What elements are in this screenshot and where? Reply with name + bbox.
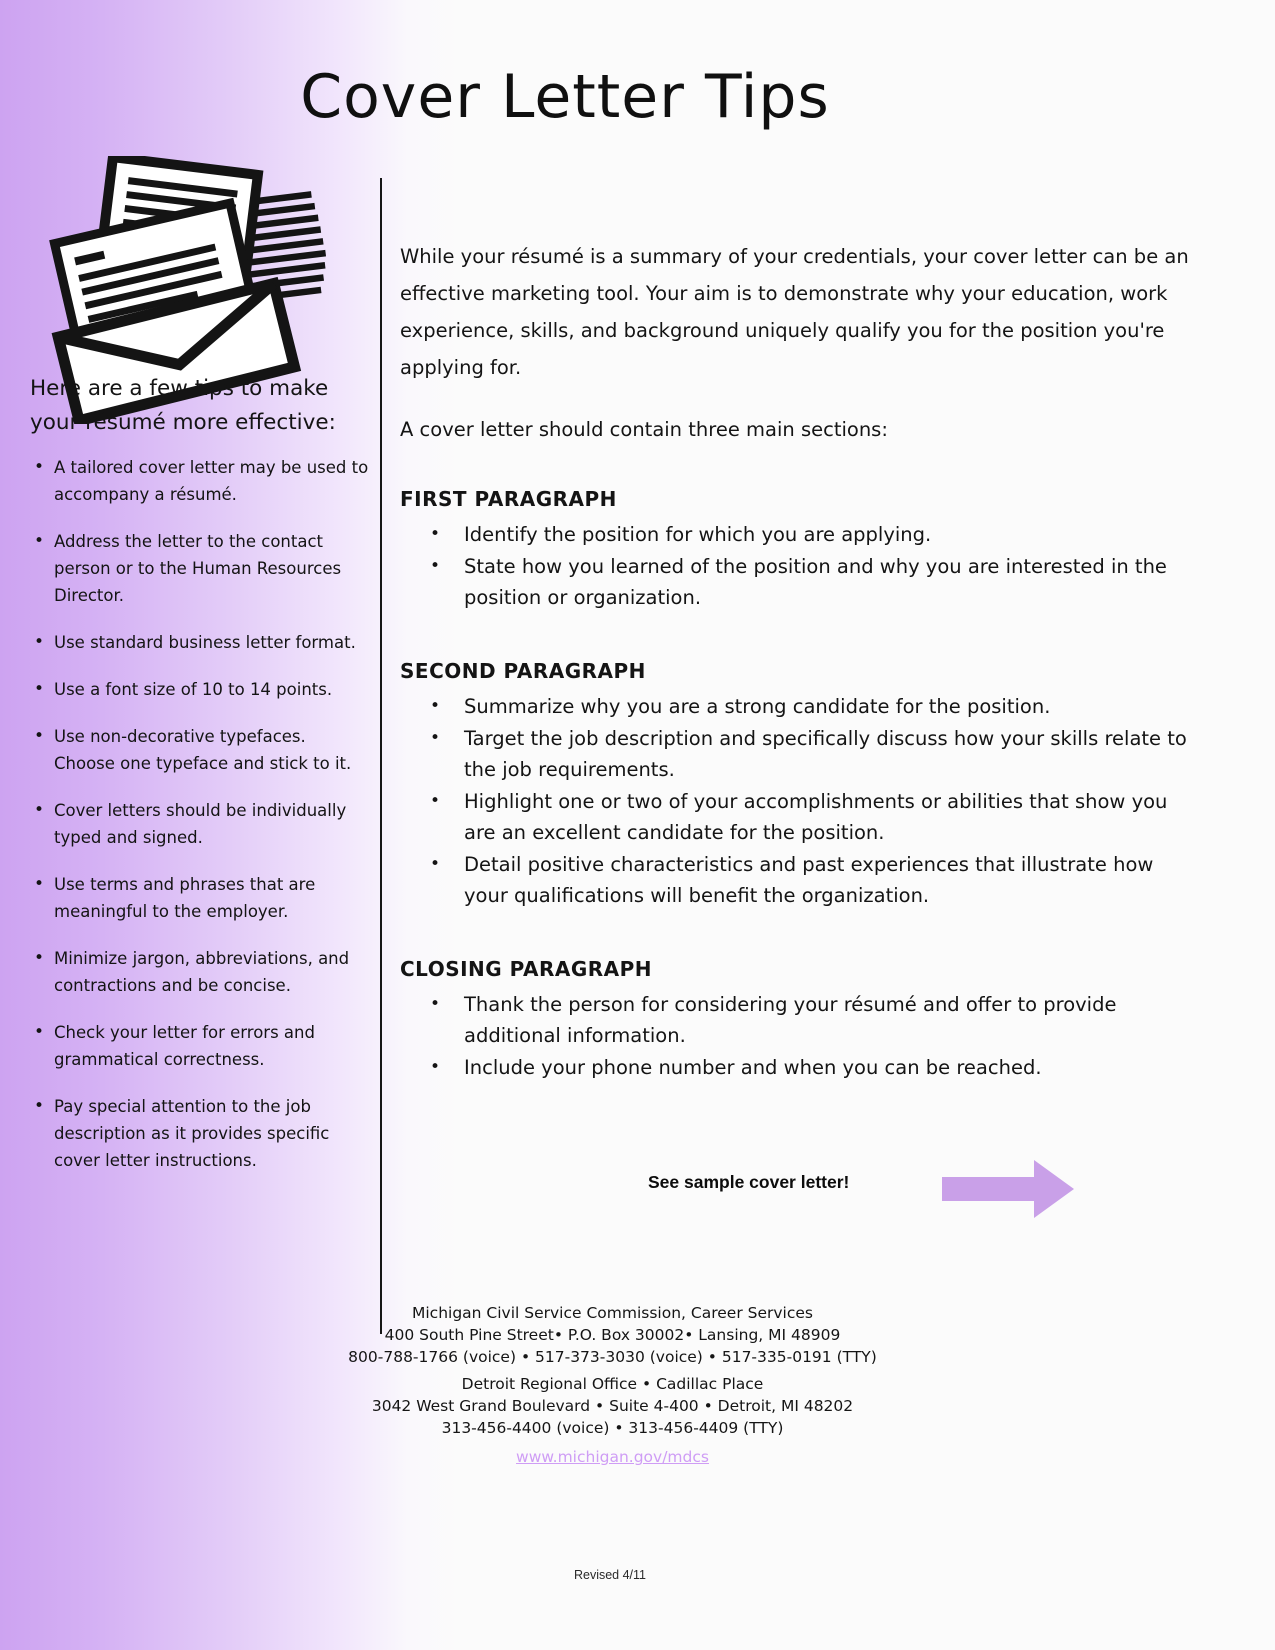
section-bullets: [400, 691, 1200, 911]
tip-item: • A tailored cover letter may be used to accompany a résumé.: [32, 454, 370, 508]
see-sample-callout: See sample cover letter!: [648, 1172, 850, 1192]
tip-item: • Use non-decorative typefaces. Choose one typeface and stick to it.: [32, 723, 370, 777]
section-bullets: [400, 989, 1200, 1083]
bullet-item: • Thank the person for considering your résumé and offer to provide additional information.: [464, 989, 1200, 1051]
tip-item: • Pay special attention to the job description as it provides specific cover letter instructions.: [32, 1093, 370, 1174]
footer-detroit-block: [290, 1373, 935, 1439]
footer-line: 400 South Pine Street• P.O. Box 30002• Lansing, MI 48909: [384, 1326, 841, 1344]
section-second-paragraph: [400, 659, 1200, 911]
bullet-item: • Detail positive characteristics and past experiences that illustrate how your qualifications will benefit the organization.: [464, 849, 1200, 911]
section-bullets: [400, 519, 1200, 613]
footer-line: 800-788-1766 (voice) • 517-373-3030 (voice) • 517-335-0191 (TTY): [348, 1348, 877, 1366]
tip-item: • Check your letter for errors and grammatical correctness.: [32, 1019, 370, 1073]
footer-link-row: [290, 1446, 935, 1468]
main-content: [400, 238, 1200, 1084]
bullet-item: • Highlight one or two of your accomplishments or abilities that show you are an excellent candidate for the position.: [464, 786, 1200, 848]
tip-item: • Use terms and phrases that are meaningful to the employer.: [32, 871, 370, 925]
footer: [290, 1302, 935, 1468]
bullet-item: • Target the job description and specifically discuss how your skills relate to the job requirements.: [464, 723, 1200, 785]
footer-lansing-block: [290, 1302, 935, 1368]
tip-item: • Minimize jargon, abbreviations, and contractions and be concise.: [32, 945, 370, 999]
arrow-right-icon: [942, 1160, 1074, 1218]
vertical-divider: [380, 178, 382, 1334]
footer-line: Detroit Regional Office • Cadillac Place: [461, 1375, 764, 1393]
sidebar-tips-list: [32, 454, 370, 1194]
revised-date: Revised 4/11: [573, 1568, 647, 1582]
section-closing-paragraph: [400, 957, 1200, 1083]
footer-line: Michigan Civil Service Commission, Career Services: [412, 1304, 813, 1322]
section-title: CLOSING PARAGRAPH: [400, 957, 653, 981]
sidebar-heading: Here are a few tips to make your résumé more effective:: [30, 376, 336, 435]
footer-line: 3042 West Grand Boulevard • Suite 4-400 • Detroit, MI 48202: [371, 1397, 854, 1415]
intro-paragraph: While your résumé is a summary of your credentials, your cover letter can be an effective marketing tool. Your aim is to demonstrate why your education, work experience, skills, and background uniquely qualify you for the position you're applying for.: [400, 245, 1189, 379]
section-first-paragraph: [400, 487, 1200, 613]
section-title: SECOND PARAGRAPH: [400, 659, 646, 683]
bullet-item: • State how you learned of the position and why you are interested in the position or organization.: [464, 551, 1200, 613]
tip-item: • Cover letters should be individually typed and signed.: [32, 797, 370, 851]
bullet-item: • Summarize why you are a strong candidate for the position.: [464, 691, 1200, 722]
website-link[interactable]: www.michigan.gov/mdcs: [516, 1448, 709, 1466]
tip-item: • Use a font size of 10 to 14 points.: [32, 676, 370, 703]
tip-item: • Use standard business letter format.: [32, 629, 370, 656]
bullet-item: • Include your phone number and when you can be reached.: [464, 1052, 1200, 1083]
page-title: Cover Letter Tips: [300, 62, 830, 132]
footer-line: 313-456-4400 (voice) • 313-456-4409 (TTY): [441, 1419, 784, 1437]
section-title: FIRST PARAGRAPH: [400, 487, 617, 511]
tip-item: • Address the letter to the contact person or to the Human Resources Director.: [32, 528, 370, 609]
sections-lead: A cover letter should contain three main sections:: [400, 418, 888, 441]
bullet-item: • Identify the position for which you are applying.: [464, 519, 1200, 550]
